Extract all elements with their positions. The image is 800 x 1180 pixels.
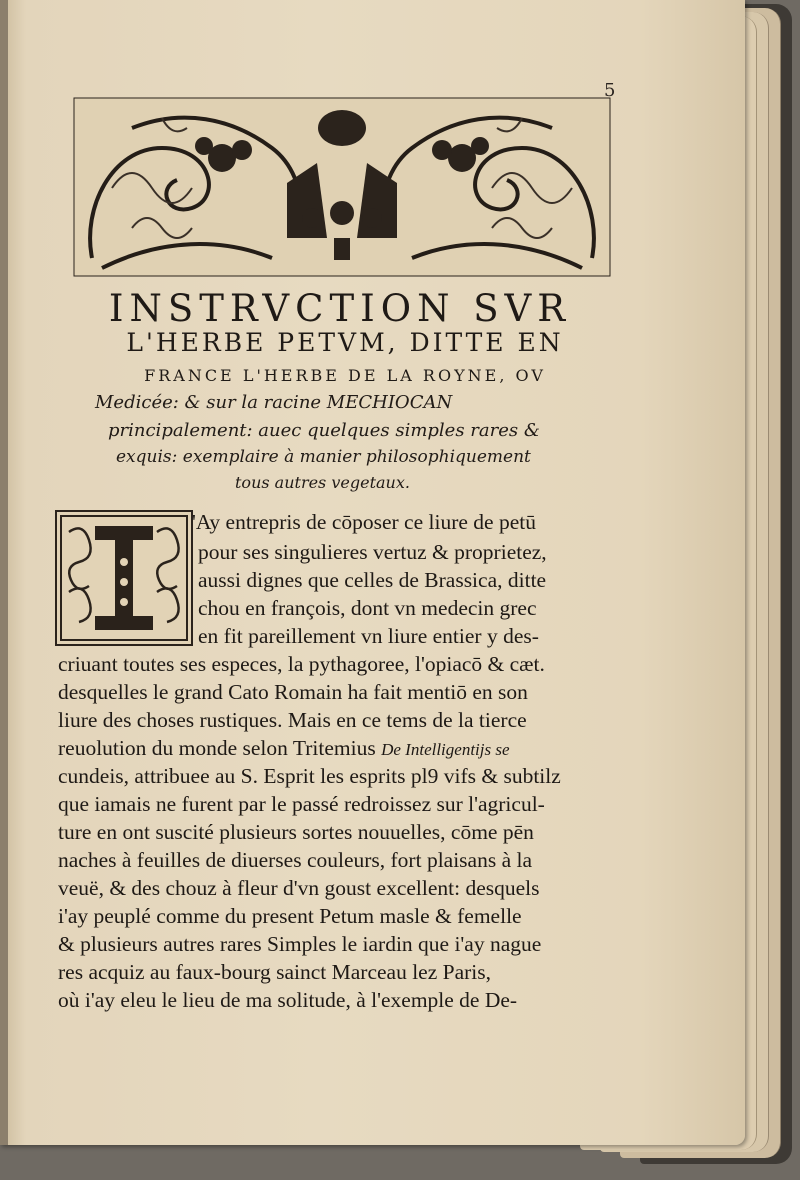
headpiece-ornament (72, 88, 612, 280)
decorated-initial (55, 510, 193, 646)
subtitle-line-4: tous autres vegetaux. (235, 473, 410, 492)
text-line: aussi dignes que celles de Brassica, ditte (198, 568, 547, 592)
title-line-1: INSTRVCTION SVR (108, 287, 572, 330)
text-line: 'Ay entrepris de cōposer ce liure de petū (192, 510, 536, 534)
title-line-3: FRANCE L'HERBE DE LA ROYNE, OV (144, 366, 546, 385)
text-fragment: reuolution du monde selon Tritemius (58, 736, 376, 760)
title-line-2: L'HERBE PETVM, DITTE EN (126, 328, 564, 357)
text-line: veuë, & des chouz à fleur d'vn goust excellent: desquels (58, 876, 540, 900)
subtitle-line-3: exquis: exemplaire à manier philosophiquement (116, 447, 531, 467)
page-number: 5 (604, 80, 616, 101)
text-line: res acquiz au faux-bourg sainct Marceau lez Paris, (58, 960, 492, 984)
binding-gutter (0, 0, 8, 1145)
text-line: que iamais ne furent par le passé redroissez sur l'agricul- (58, 792, 545, 816)
italic-phrase: De Intelligentijs se (381, 740, 510, 759)
text-line: desquelles le grand Cato Romain ha fait mentiō en son (58, 680, 528, 704)
subtitle-line-1: Medicée: & sur la racine MECHIOCAN (95, 392, 453, 413)
text-line: cundeis, attribuee au S. Esprit les esprits pl9 vifs & subtilz (58, 764, 561, 788)
text-line: i'ay peuplé comme du present Petum masle & femelle (58, 904, 522, 928)
text-line: ture en ont suscité plusieurs sortes nouuelles, cōme pēn (58, 820, 534, 844)
text-line: chou en françois, dont vn medecin grec (198, 596, 537, 620)
text-line: & plusieurs autres rares Simples le iardin que i'ay nague (58, 932, 542, 956)
text-line (58, 736, 510, 761)
text-line: en fit pareillement vn liure entier y des- (198, 624, 539, 648)
subtitle-line-2: principalement: auec quelques simples rares & (108, 420, 540, 441)
text-line: où i'ay eleu le lieu de ma solitude, à l'exemple de De- (58, 988, 518, 1012)
text-line: naches à feuilles de diuerses couleurs, fort plaisans à la (58, 848, 533, 872)
text-line: liure des choses rustiques. Mais en ce tems de la tierce (58, 708, 527, 732)
text-line: pour ses singulieres vertuz & proprietez, (198, 540, 547, 564)
text-line: criuant toutes ses especes, la pythagoree, l'opiacō & cæt. (58, 652, 545, 676)
